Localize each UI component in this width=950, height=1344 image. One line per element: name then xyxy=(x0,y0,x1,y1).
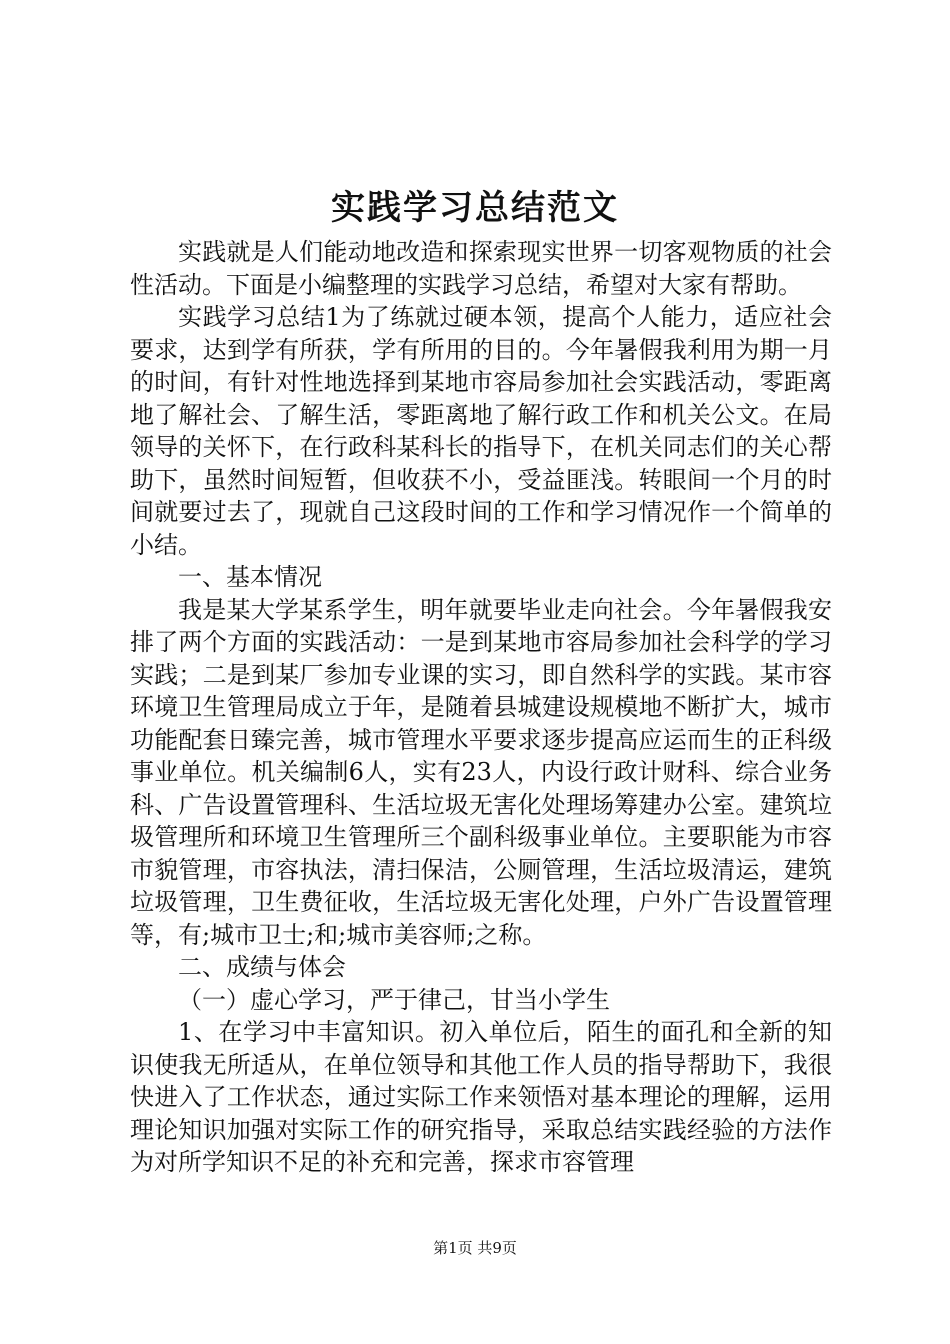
page-footer: 第1页 共9页 xyxy=(433,1239,517,1257)
heading-achievements: 二、成绩与体会 xyxy=(178,953,346,981)
paragraph-summary-1: 实践学习总结1为了练就过硬本领，提高个人能力，适应社会要求，达到学有所获，学有所用的目的。今年暑假我利用为期一月的时间，有针对性地选择到某地市容局参加社会实践活动，零距离地了解社会、了解生活，零距离地了解行政工作和机关公文。在局领导的关怀下，在行政科某科长的指导下，在机关同志们的关心帮助下，虽然时间短暂，但收获不小，受益匪浅。转眼间一个月的时间就要过去了，现就自己这段时间的工作和学习情况作一个简单的小结。 xyxy=(130,303,832,559)
heading-basic-situation: 一、基本情况 xyxy=(178,563,322,591)
paragraph-learning-1: 1、在学习中丰富知识。初入单位后，陌生的面孔和全新的知识使我无所适从，在单位领导和其他工作人员的指导帮助下，我很快进入了工作状态，通过实际工作来领悟对基本理论的理解，运用理论知识加强对实际工作的研究指导，采取总结实践经验的方法作为对所学知识不足的补充和完善，探求市容管理 xyxy=(130,1018,832,1176)
document-body xyxy=(130,236,832,1179)
subheading-learning: （一）虚心学习，严于律己，甘当小学生 xyxy=(178,985,610,1014)
document-title: 实践学习总结范文 xyxy=(331,188,619,228)
paragraph-intro: 实践就是人们能动地改造和探索现实世界一切客观物质的社会性活动。下面是小编整理的实践学习总结，希望对大家有帮助。 xyxy=(130,238,832,299)
paragraph-basic-situation: 我是某大学某系学生，明年就要毕业走向社会。今年暑假我安排了两个方面的实践活动：一是到某地市容局参加社会科学的学习实践；二是到某厂参加专业课的实习，即自然科学的实践。某市容环境卫生管理局成立于年，是随着县城建设规模地不断扩大，城市功能配套日臻完善，城市管理水平要求逐步提高应运而生的正科级事业单位。机关编制6人，实有23人，内设行政计财科、综合业务科、广告设置管理科、生活垃圾无害化处理场筹建办公室。建筑垃圾管理所和环境卫生管理所三个副科级事业单位。主要职能为市容市貌管理，市容执法，清扫保洁，公厕管理，生活垃圾清运，建筑垃圾管理，卫生费征收，生活垃圾无害化处理，户外广告设置管理等，有;城市卫士;和;城市美容师;之称。 xyxy=(130,595,832,949)
